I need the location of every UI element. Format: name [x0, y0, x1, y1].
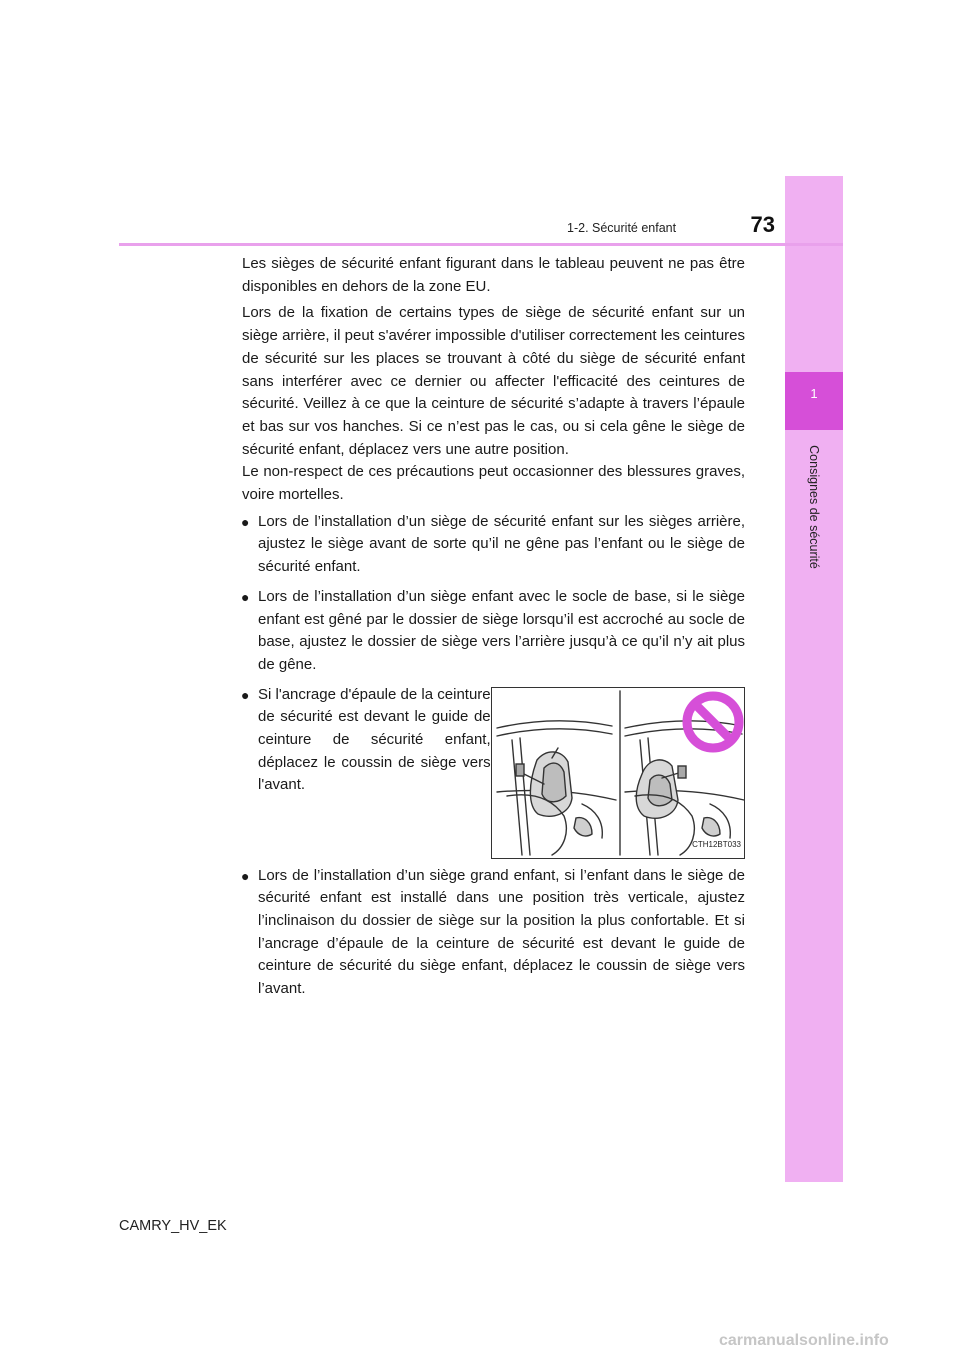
bullet-with-figure: [242, 684, 745, 859]
seat-belt-anchor-illustration: [491, 687, 745, 859]
page-content: [242, 253, 745, 1008]
chapter-side-tab: [785, 176, 843, 1182]
paragraph-installation-warning: Lors de la fixation de certains types de siège de sécurité enfant sur un siège arrière, il peut s'avérer impossible d'utiliser correctement les ceintures de sécurité sur les places se trouvant à côté du siège de sécurité enfant sans interférer avec ce dernier ou affecter l'efficacité des ceintures de sécurité. Veillez à ce que la ceinture de sécurité s’adapte à travers l’épaule et bas sur vos hanches. Si ce n’est pas le cas, ou si cela gêne le siège de sécurité enfant, déplacez vers une autre position.: [242, 304, 745, 458]
bullet-text: Lors de l’installation d’un siège enfant avec le socle de base, si le siège enfant est gêné par le dossier de siège lorsqu’il est accroché au socle de base, ajustez le dossier de siège vers l’arrière jusqu’à ce qu’il n’y ait plus de gêne.: [258, 587, 745, 673]
bullet-item: [242, 684, 491, 798]
car-seat-drawing: [492, 688, 748, 858]
figure-code: CTH12BT033: [692, 839, 741, 849]
prohibition-sign-icon: [687, 696, 739, 748]
section-title: 1-2. Sécurité enfant: [567, 221, 677, 235]
chapter-title: Consignes de sécurité: [807, 445, 821, 569]
document-id: CAMRY_HV_EK: [119, 1218, 227, 1234]
bullet-text: Lors de l’installation d’un siège de sécurité enfant sur les sièges arrière, ajustez le siège avant de sorte qu’il ne gêne pas l’enfant ou le siège de sécurité enfant.: [258, 512, 745, 576]
bullet-dot: ●: [241, 867, 250, 884]
bullet-dot: ●: [241, 588, 250, 605]
bullet-item: [242, 586, 745, 677]
bullet-item: [242, 511, 745, 579]
chapter-number-block: [785, 372, 843, 430]
chapter-number: 1: [810, 386, 818, 401]
bullet-text: Lors de l’installation d’un siège grand enfant, si l’enfant dans le siège de sécurité enfant est installé dans une position très verticale, ajustez l’inclinaison du dossier de siège sur la position la plus confortable. Et si l’ancrage d’épaule de la ceinture de sécurité est devant le guide de ceinture de sécurité du siège enfant, déplacez le coussin de siège vers l’avant.: [258, 866, 745, 998]
paragraph-consequence: Le non-respect de ces précautions peut occasionner des blessures graves, voire mortelles.: [242, 463, 745, 504]
bullet-dot: ●: [241, 513, 250, 530]
page-number: 73: [750, 212, 775, 237]
paragraph-availability: Les sièges de sécurité enfant figurant dans le tableau peuvent ne pas être disponibles en dehors de la zone EU.: [242, 255, 745, 295]
bullet-text: Si l'ancrage d'épaule de la ceinture de sécurité est devant le guide de ceinture de sécurité enfant, déplacez le coussin de siège vers l'avant.: [258, 685, 491, 794]
header-rule: [119, 243, 843, 246]
watermark: carmanualsonline.info: [719, 1332, 889, 1349]
bullet-item: [242, 865, 745, 1001]
bullet-dot: ●: [241, 686, 250, 703]
